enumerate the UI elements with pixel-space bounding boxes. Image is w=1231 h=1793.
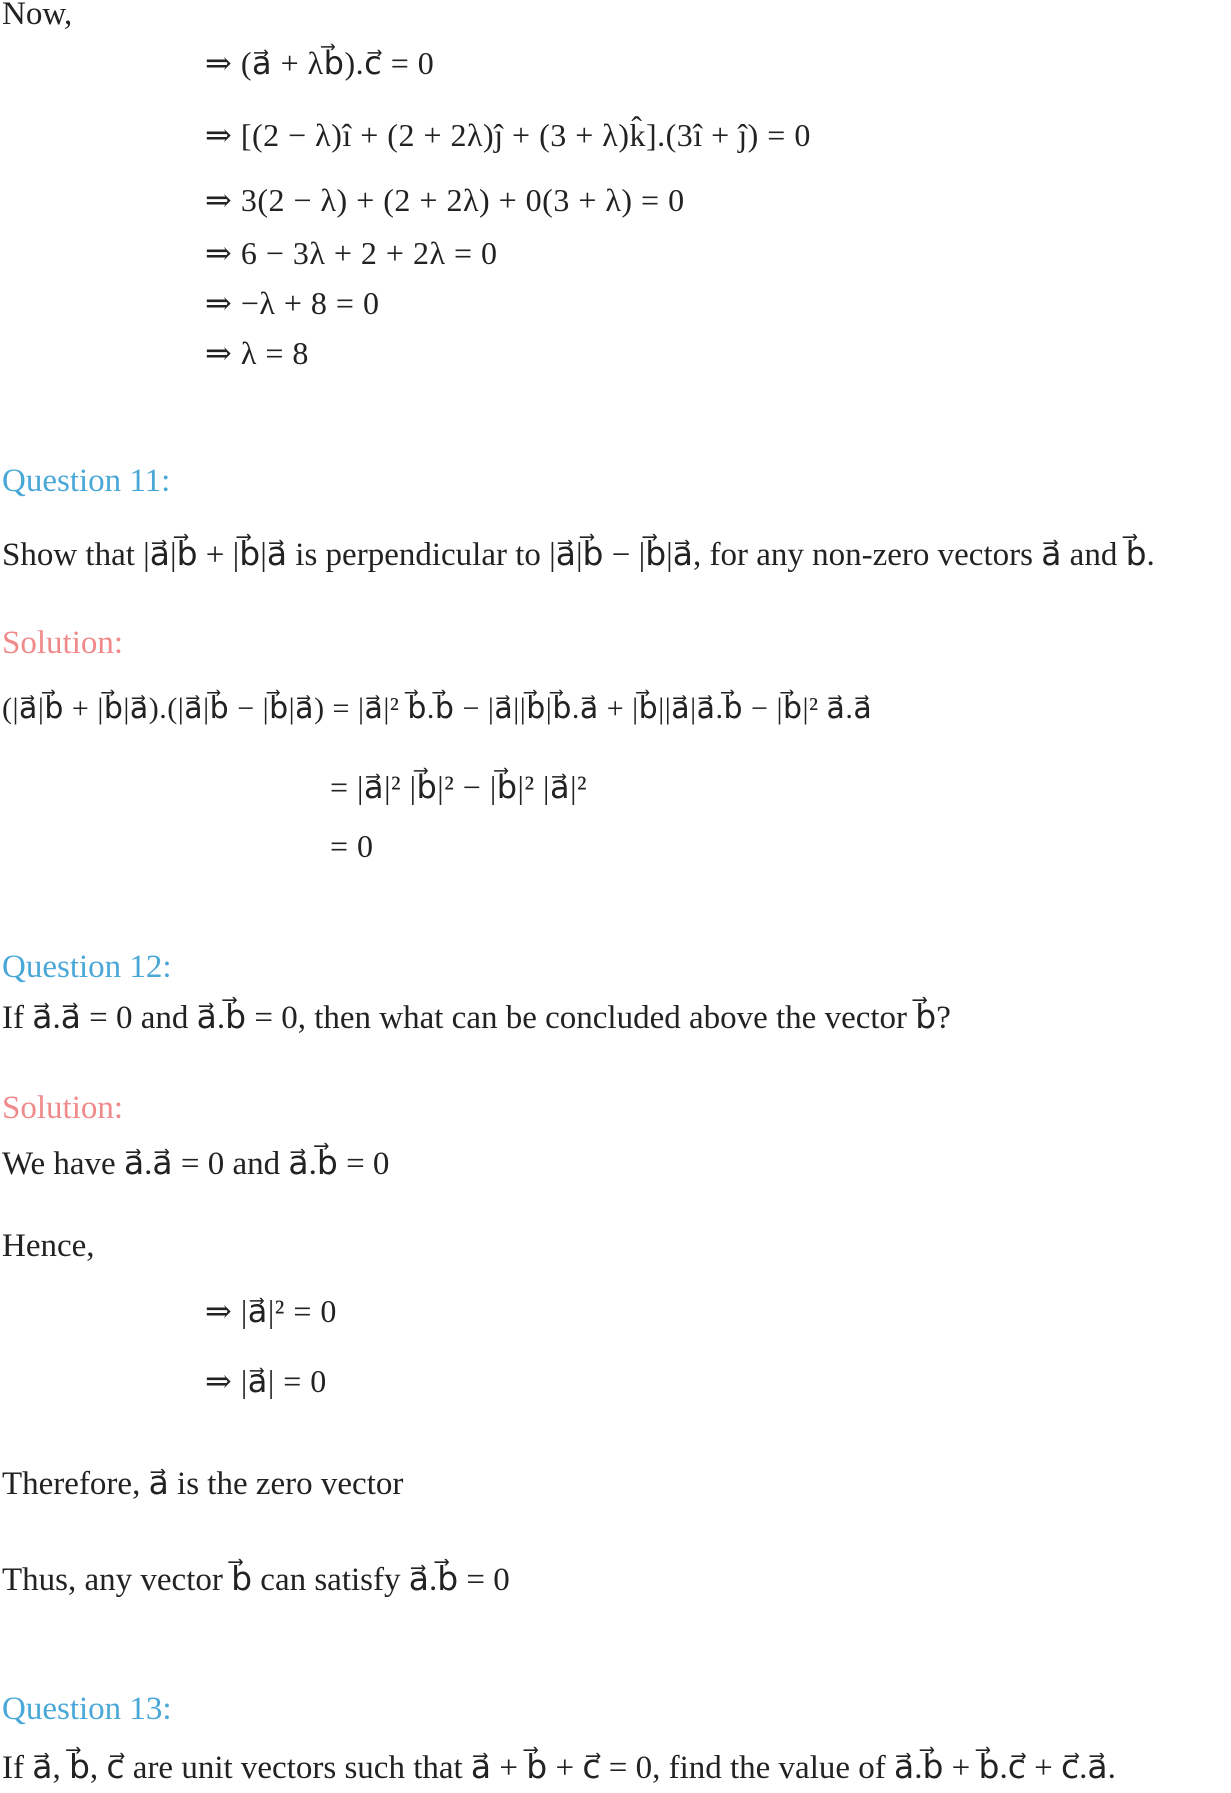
q10-step: ⇒ λ = 8 [205, 335, 309, 371]
q11-step: = |a⃗|² |b⃗|² − |b⃗|² |a⃗|² [330, 769, 588, 805]
q10-step: ⇒ (a⃗ + λb⃗).c⃗ = 0 [205, 45, 435, 81]
q12-we-have: We have a⃗.a⃗ = 0 and a⃗.b⃗ = 0 [2, 1146, 390, 1182]
question-11-heading: Question 11: [2, 463, 171, 499]
q10-step: ⇒ 3(2 − λ) + (2 + 2λ) + 0(3 + λ) = 0 [205, 182, 685, 218]
q12-thus: Thus, any vector b⃗ can satisfy a⃗.b⃗ = 0 [2, 1562, 510, 1598]
question-12-heading: Question 12: [2, 949, 172, 985]
solution-11-label: Solution: [2, 625, 124, 661]
q12-hence: Hence, [2, 1228, 95, 1264]
q12-step: ⇒ |a⃗|² = 0 [205, 1293, 337, 1329]
q11-step: = 0 [330, 828, 374, 864]
q12-therefore: Therefore, a⃗ is the zero vector [2, 1466, 404, 1502]
question-11-text: Show that |a⃗|b⃗ + |b⃗|a⃗ is perpendicular to |a⃗|b⃗ − |b⃗|a⃗, for any non-zero vectors a⃗ and b⃗. [2, 537, 1155, 573]
solution-12-label: Solution: [2, 1090, 124, 1126]
question-13-heading: Question 13: [2, 1691, 172, 1727]
q10-step: ⇒ [(2 − λ)î + (2 + 2λ)ĵ + (3 + λ)k̂].(3î + ĵ) = 0 [205, 117, 811, 153]
q10-step: ⇒ −λ + 8 = 0 [205, 285, 380, 321]
intro-text: Now, [2, 0, 73, 32]
q11-step: (|a⃗|b⃗ + |b⃗|a⃗).(|a⃗|b⃗ − |b⃗|a⃗) = |a⃗|² b⃗.b⃗ − |a⃗||b⃗|b⃗.a⃗ + |b⃗||a⃗|a⃗.b⃗ − |b⃗|² a⃗.a⃗ [2, 692, 873, 725]
question-13-text: If a⃗, b⃗, c⃗ are unit vectors such that a⃗ + b⃗ + c⃗ = 0, find the value of a⃗.b⃗ + b⃗.c⃗ + c⃗.a⃗. [2, 1750, 1116, 1786]
question-12-text: If a⃗.a⃗ = 0 and a⃗.b⃗ = 0, then what can be concluded above the vector b⃗? [2, 1000, 951, 1036]
q10-step: ⇒ 6 − 3λ + 2 + 2λ = 0 [205, 235, 498, 271]
q12-step: ⇒ |a⃗| = 0 [205, 1363, 327, 1399]
